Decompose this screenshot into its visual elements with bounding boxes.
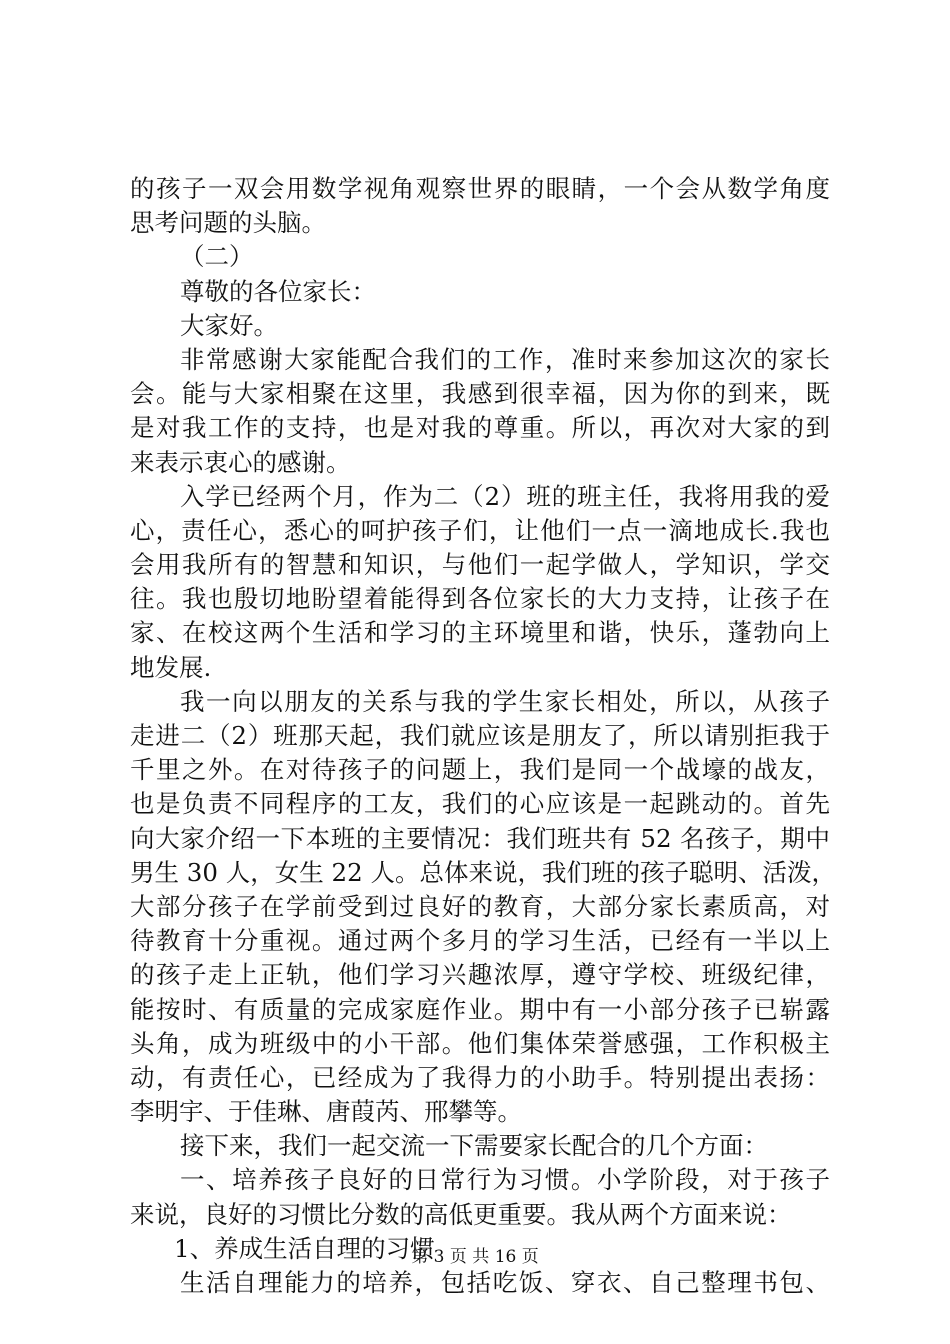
text-line: 向大家介绍一下本班的主要情况：我们班共有 52 名孩子，期中 bbox=[130, 823, 830, 853]
text-line: 生活自理能力的培养，包括吃饭、穿衣、自己整理书包、 bbox=[180, 1268, 830, 1297]
text-line: 接下来，我们一起交流一下需要家长配合的几个方面： bbox=[180, 1131, 768, 1161]
text-line: 是对我工作的支持，也是对我的尊重。所以，再次对大家的到 bbox=[130, 413, 830, 443]
subheading: 1、养成生活自理的习惯 bbox=[174, 1233, 435, 1263]
text-line: 大部分孩子在学前受到过良好的教育，大部分家长素质高，对 bbox=[130, 891, 830, 921]
text-line: 会用我所有的智慧和知识，与他们一起学做人，学知识，学交 bbox=[130, 550, 830, 580]
text-line: 的孩子走上正轨，他们学习兴趣浓厚，遵守学校、班级纪律， bbox=[130, 960, 830, 990]
text-line: 思考问题的头脑。 bbox=[130, 208, 326, 238]
text-line: 往。我也殷切地盼望着能得到各位家长的大力支持，让孩子在 bbox=[130, 584, 830, 614]
text-line: 待教育十分重视。通过两个多月的学习生活，已经有一半以上 bbox=[130, 926, 830, 956]
text-line: 千里之外。在对待孩子的问题上，我们是同一个战壕的战友， bbox=[130, 755, 830, 785]
page-footer: 第 3 页 共 16 页 bbox=[411, 1247, 539, 1267]
text-line: 非常感谢大家能配合我们的工作，准时来参加这次的家长 bbox=[180, 344, 830, 374]
text-line: 能按时、有质量的完成家庭作业。期中有一小部分孩子已崭露 bbox=[130, 994, 830, 1024]
text-line: 的孩子一双会用数学视角观察世界的眼睛，一个会从数学角度 bbox=[130, 174, 830, 203]
text-line: 动，有责任心，已经成为了我得力的小助手。特别提出表扬： bbox=[130, 1062, 830, 1092]
text-line: 头角，成为班级中的小干部。他们集体荣誉感强，工作积极主 bbox=[130, 1028, 830, 1058]
text-line: 会。能与大家相聚在这里，我感到很幸福，因为你的到来，既 bbox=[130, 379, 830, 409]
text-line: 来说，良好的习惯比分数的高低更重要。我从两个方面来说： bbox=[130, 1199, 792, 1229]
greeting: 大家好。 bbox=[180, 310, 278, 340]
text-line: 来表示衷心的感谢。 bbox=[130, 447, 351, 477]
body-text bbox=[130, 172, 836, 1300]
text-line: 地发展. bbox=[130, 652, 212, 682]
text-line: 男生 30 人，女生 22 人。总体来说，我们班的孩子聪明、活泼， bbox=[130, 857, 836, 887]
text-line: 李明宇、于佳琳、唐葭芮、邢攀等。 bbox=[130, 1097, 522, 1127]
text-line: 也是负责不同程序的工友，我们的心应该是一起跳动的。首先 bbox=[130, 789, 830, 819]
text-line: 入学已经两个月，作为二（2）班的班主任，我将用我的爱 bbox=[180, 481, 830, 511]
text-line: 我一向以朋友的关系与我的学生家长相处，所以，从孩子 bbox=[180, 686, 830, 716]
text-line: 走进二（2）班那天起，我们就应该是朋友了，所以请别拒我于 bbox=[130, 721, 830, 750]
text-line: 心，责任心，悉心的呵护孩子们，让他们一点一滴地成长.我也 bbox=[130, 515, 830, 545]
section-heading: （二） bbox=[180, 242, 254, 272]
salutation: 尊敬的各位家长： bbox=[180, 276, 376, 306]
text-line: 家、在校这两个生活和学习的主环境里和谐，快乐，蓬勃向上 bbox=[130, 618, 830, 648]
text-line: 一、培养孩子良好的日常行为习惯。小学阶段，对于孩子 bbox=[180, 1165, 830, 1195]
